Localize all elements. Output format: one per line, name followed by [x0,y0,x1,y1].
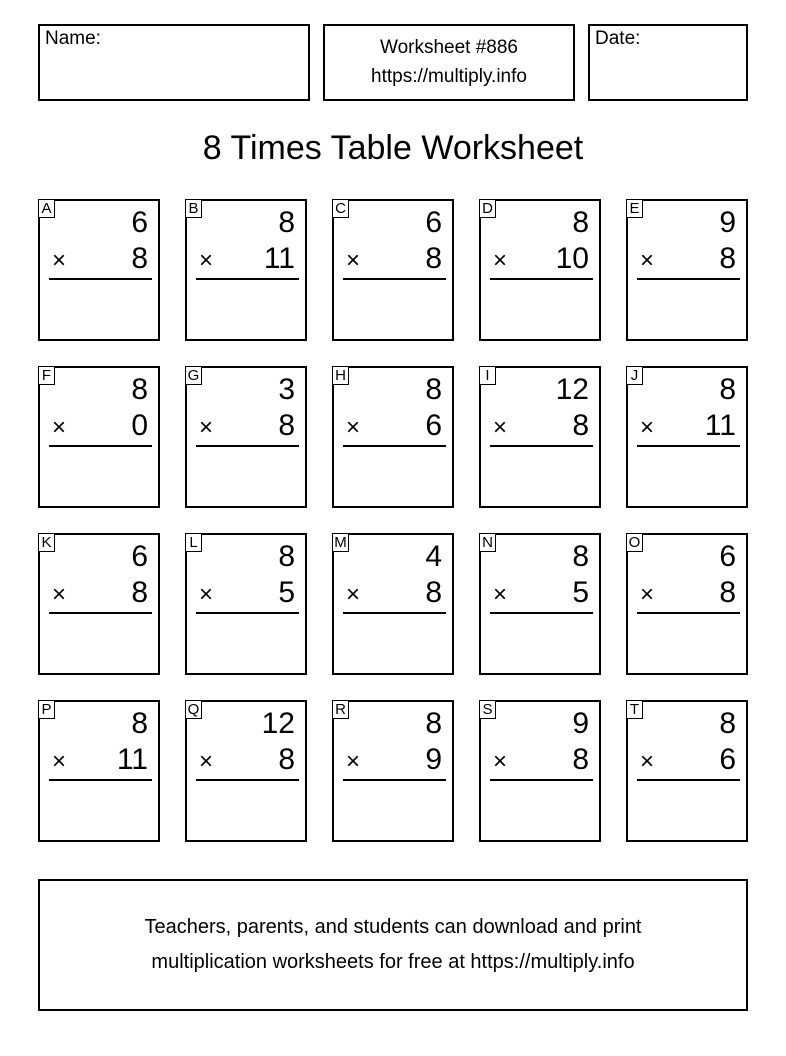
multiplier: 8 [572,409,589,442]
problem-box[interactable] [185,700,307,842]
multiplier: 6 [719,743,736,776]
multiplicand: 6 [719,540,736,573]
answer-line [49,445,152,447]
problem-letter: G [185,366,202,385]
multiplicand: 12 [261,707,295,740]
website-link[interactable]: https://multiply.info [371,66,527,87]
multiplier: 5 [572,576,589,609]
problem-box[interactable] [479,366,601,508]
multiplier: 11 [704,409,736,442]
times-icon: × [640,748,655,775]
problem-letter: S [479,700,496,719]
problem-box[interactable] [332,199,454,341]
problem-box[interactable] [38,199,160,341]
problem-letter: I [479,366,496,385]
answer-line [196,445,299,447]
problem-box[interactable] [38,366,160,508]
name-field[interactable] [38,24,310,101]
times-icon: × [346,414,361,441]
times-icon: × [199,748,214,775]
problem-letter: C [332,199,349,218]
answer-line [343,445,446,447]
problem-box[interactable] [332,366,454,508]
problem-box[interactable] [626,366,748,508]
problem-box[interactable] [38,700,160,842]
multiplicand: 8 [131,373,148,406]
problem-letter: O [626,533,643,552]
problem-letter: D [479,199,496,218]
multiplier: 8 [719,576,736,609]
answer-line [490,612,593,614]
multiplier: 10 [555,242,589,275]
problem-box[interactable] [479,700,601,842]
answer-line [343,779,446,781]
multiplier: 8 [719,242,736,275]
problem-letter: Q [185,700,202,719]
multiplicand: 9 [572,707,589,740]
multiplicand: 8 [278,540,295,573]
problem-letter: H [332,366,349,385]
times-icon: × [640,581,655,608]
multiplicand: 8 [425,373,442,406]
problem-box[interactable] [185,533,307,675]
multiplier: 8 [131,576,148,609]
footer-line-2: multiplication worksheets for free at https://multiply.info [151,951,635,973]
answer-line [196,278,299,280]
times-icon: × [493,748,508,775]
problem-letter: T [626,700,643,719]
multiplier: 8 [131,242,148,275]
multiplicand: 8 [572,540,589,573]
answer-line [637,445,740,447]
answer-line [490,779,593,781]
times-icon: × [346,247,361,274]
problem-letter: E [626,199,643,218]
answer-line [196,779,299,781]
times-icon: × [493,414,508,441]
answer-line [196,612,299,614]
problem-letter: K [38,533,55,552]
problem-box[interactable] [479,533,601,675]
multiplier: 8 [425,242,442,275]
times-icon: × [199,247,214,274]
answer-line [49,278,152,280]
multiplicand: 8 [278,206,295,239]
footer-box [38,879,748,1011]
multiplier: 8 [425,576,442,609]
problem-box[interactable] [185,366,307,508]
multiplier: 8 [278,743,295,776]
problem-box[interactable] [38,533,160,675]
answer-line [49,779,152,781]
problem-letter: A [38,199,55,218]
times-icon: × [346,581,361,608]
multiplicand: 6 [131,540,148,573]
worksheet-number: Worksheet #886 [379,37,518,58]
date-field[interactable] [588,24,748,101]
times-icon: × [199,414,214,441]
problem-box[interactable] [479,199,601,341]
times-icon: × [52,581,67,608]
multiplier: 8 [278,409,295,442]
times-icon: × [199,581,214,608]
footer-line-1: Teachers, parents, and students can download and print [144,916,642,938]
answer-line [637,278,740,280]
multiplicand: 8 [131,707,148,740]
problem-letter: F [38,366,55,385]
problem-letter: R [332,700,349,719]
page-title: 8 Times Table Worksheet [202,129,584,167]
multiplicand: 6 [425,206,442,239]
multiplier: 11 [263,242,295,275]
multiplicand: 8 [425,707,442,740]
times-icon: × [493,581,508,608]
multiplicand: 3 [278,373,295,406]
times-icon: × [640,247,655,274]
answer-line [343,612,446,614]
multiplier: 0 [131,409,148,442]
answer-line [343,278,446,280]
multiplier: 9 [425,743,442,776]
multiplicand: 4 [425,540,442,573]
multiplier: 6 [425,409,442,442]
times-icon: × [640,414,655,441]
times-icon: × [493,247,508,274]
name-label: Name: [45,28,101,49]
answer-line [490,445,593,447]
problem-letter: N [479,533,496,552]
multiplicand: 8 [719,707,736,740]
multiplier: 11 [116,743,148,776]
date-label: Date: [595,28,641,49]
answer-line [49,612,152,614]
multiplicand: 8 [572,206,589,239]
problem-letter: B [185,199,202,218]
problem-letter: L [185,533,202,552]
multiplicand: 9 [719,206,736,239]
problem-box[interactable] [332,533,454,675]
problem-letter: M [332,533,349,552]
problem-box[interactable] [332,700,454,842]
problem-letter: P [38,700,55,719]
answer-line [637,779,740,781]
times-icon: × [52,748,67,775]
times-icon: × [52,414,67,441]
worksheet-info-box [323,24,575,101]
multiplicand: 8 [719,373,736,406]
multiplier: 5 [278,576,295,609]
multiplier: 8 [572,743,589,776]
problem-box[interactable] [626,199,748,341]
answer-line [490,278,593,280]
problem-box[interactable] [626,700,748,842]
problem-box[interactable] [185,199,307,341]
times-icon: × [346,748,361,775]
answer-line [637,612,740,614]
multiplicand: 12 [555,373,589,406]
times-icon: × [52,247,67,274]
problem-box[interactable] [626,533,748,675]
problem-letter: J [626,366,643,385]
multiplicand: 6 [131,206,148,239]
